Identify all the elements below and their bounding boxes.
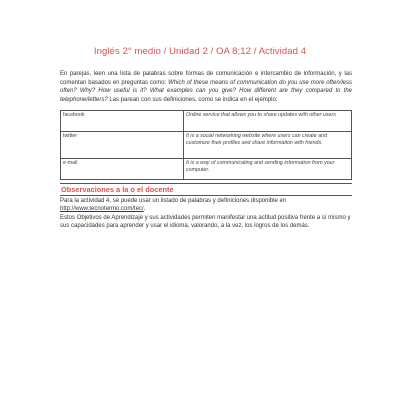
vocabulary-table: [60, 110, 352, 180]
note1-end: .: [143, 206, 146, 213]
observations-title: Observaciones a la o el docente: [61, 185, 174, 194]
note1-text: Para la actividad 4, se puede usar un listado de palabras y definiciones disponible en: [60, 198, 287, 204]
vocab-word: facebook: [61, 111, 184, 132]
vocab-word: e-mail: [61, 159, 184, 180]
instructions-part2: Las parean con sus definiciones, como se indica en el ejemplo:: [107, 96, 278, 103]
vocab-definition: It is a social networking website where users can create and customize their profiles and share information with friends.: [184, 132, 352, 159]
instructions-questions: Which of these means of communication do you use more often/less often? Why? How useful is it? What examples can you give? How different are they compared to the telephone/letters?: [60, 79, 352, 103]
vocab-definition: It is a way of communicating and sending information from your computer.: [184, 159, 352, 180]
resource-link[interactable]: http://www.tecnotermo.com/tec/: [60, 206, 144, 213]
observations-header: [60, 183, 352, 196]
table-row: [61, 159, 352, 180]
observation-note: Estos Objetivos de Aprendizaje y sus actividades permiten manifestar una actitud positiva frente a sí mismo y sus capacidades para aprender y usar el idioma, valorando, a la vez, los logros de los demás.: [60, 215, 351, 230]
vocab-definition: Online service that allows you to share updates with other users: [184, 111, 352, 132]
table-row: [61, 132, 352, 159]
page-title: Inglés 2° medio / Unidad 2 / OA 8;12 / Actividad 4: [93, 46, 307, 57]
table-row: [61, 111, 352, 132]
observation-note: [60, 197, 360, 214]
activity-instructions: [60, 70, 352, 104]
vocab-word: twitter: [61, 132, 184, 159]
instructions-part1: En parejas, leen una lista de palabras sobre formas de comunicación e intercambio de información, y las comentan basados en preguntas como:: [60, 71, 352, 86]
